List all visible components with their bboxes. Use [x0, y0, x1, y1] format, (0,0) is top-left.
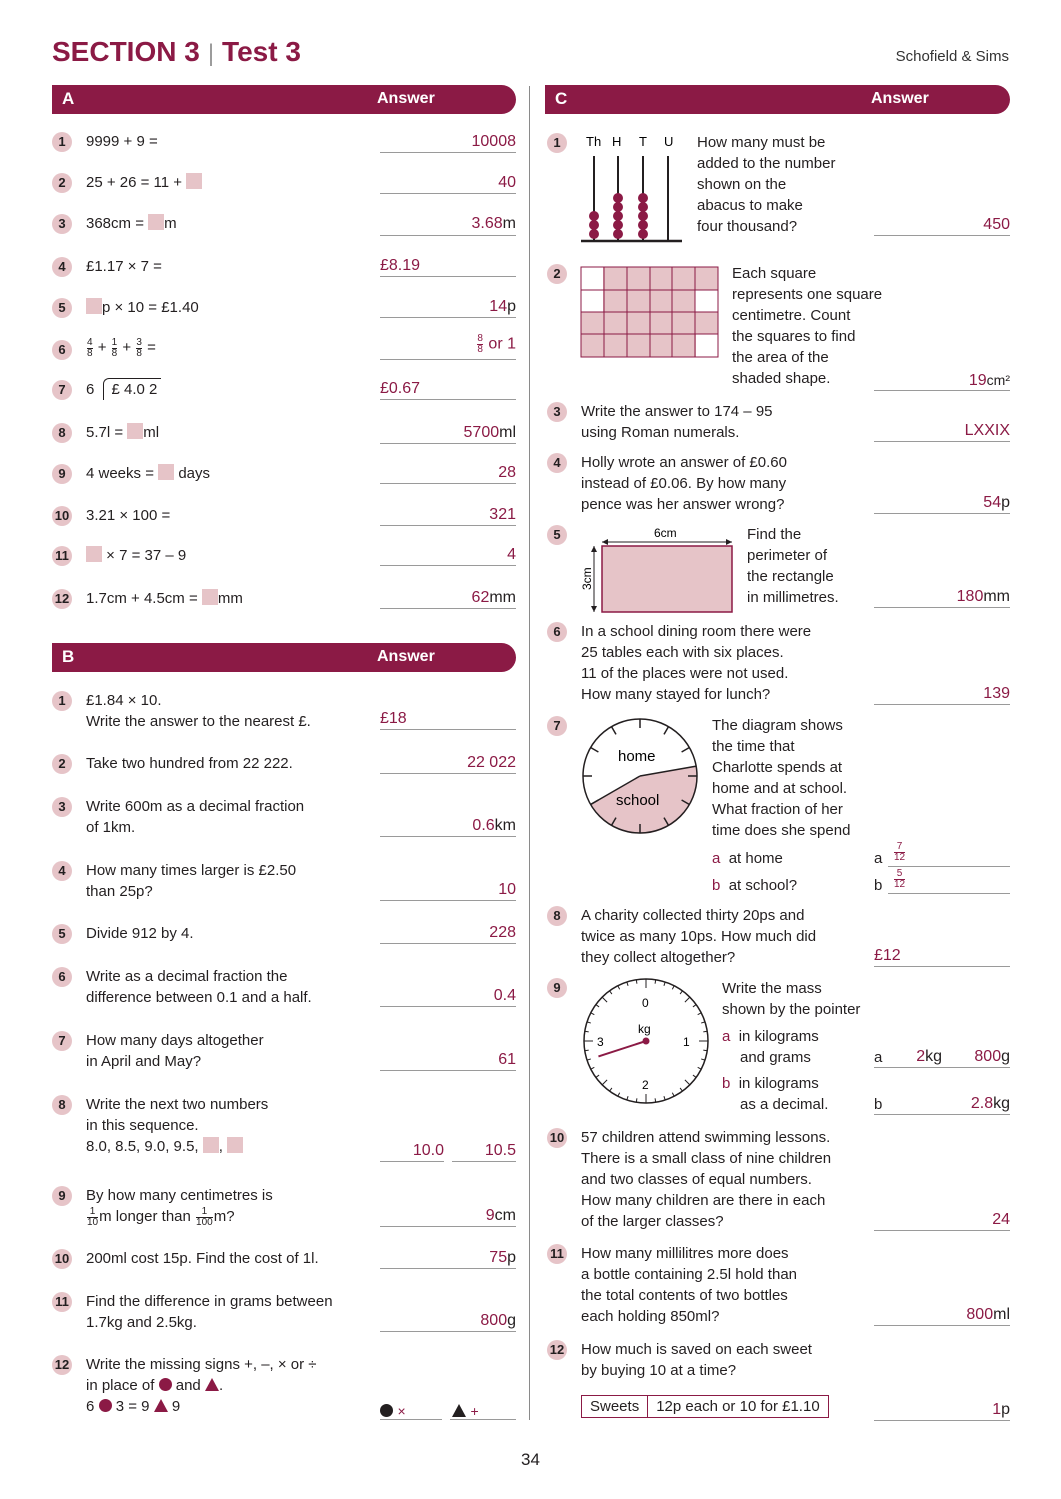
answer-line[interactable] — [380, 193, 516, 194]
question-number: 10 — [52, 1249, 72, 1269]
a9-answer: 28 — [498, 464, 516, 481]
b8-answer-2: 10.5 — [484, 1142, 516, 1159]
question-number: 9 — [52, 1186, 72, 1206]
section-a-letter: A — [62, 89, 75, 108]
b8-answer-1: 10.0 — [412, 1142, 444, 1159]
a3-answer: 3.68m — [471, 215, 516, 232]
question-number: 12 — [52, 1355, 72, 1375]
circle-symbol-icon — [159, 1378, 172, 1391]
a2-answer: 40 — [498, 174, 516, 191]
answer-line[interactable] — [874, 513, 1010, 514]
a11-answer: 4 — [507, 546, 516, 563]
c7-answer-a: $\frac{7}{12}$ — [894, 841, 906, 863]
answer-line[interactable] — [452, 1161, 516, 1162]
question-number: 11 — [52, 1292, 72, 1312]
b2-question: Take two hundred from 22 222. — [86, 755, 293, 772]
b3-answer: 0.6km — [472, 817, 516, 834]
question-number: 1 — [52, 132, 72, 152]
abacus-label-t: T — [639, 134, 647, 149]
question-number: 8 — [52, 423, 72, 443]
answer-line[interactable] — [380, 608, 516, 609]
dial-tick — [703, 1050, 707, 1051]
answer-line[interactable] — [380, 399, 516, 400]
c6-answer: 139 — [983, 685, 1010, 702]
question-number: 5 — [547, 525, 567, 545]
dial-label-2: 2 — [642, 1078, 649, 1092]
answer-line[interactable] — [380, 443, 516, 444]
question-number: 7 — [52, 380, 72, 400]
blank-box — [86, 546, 102, 562]
question-number: 4 — [52, 257, 72, 277]
answer-line[interactable] — [380, 1070, 516, 1071]
answer-line[interactable] — [380, 1268, 516, 1269]
section-a-header — [52, 85, 516, 114]
section-c-header — [545, 85, 1010, 114]
rectangle-width-label: 6cm — [654, 526, 677, 540]
c10-answer: 24 — [992, 1211, 1010, 1228]
b9-answer: 9cm — [485, 1207, 516, 1224]
question-number: 9 — [547, 978, 567, 998]
c9-answer-a-g: 800g — [974, 1048, 1010, 1065]
c7-label-b: b — [874, 877, 883, 894]
b12-question: Write the missing signs +, –, × or ÷ in place of and . 6 3 = 9 9 — [86, 1356, 317, 1415]
a5-answer: 14p — [489, 298, 516, 315]
b10-question: 200ml cost 15p. Find the cost of 1l. — [86, 1250, 319, 1267]
page-title — [52, 36, 301, 68]
question-number: 5 — [52, 298, 72, 318]
question-number: 2 — [547, 264, 567, 284]
abacus-diagram — [578, 130, 688, 246]
blank-box — [158, 464, 174, 480]
answer-line[interactable] — [380, 235, 516, 236]
a6-answer: $\frac{8}{8}$ or 1 — [477, 333, 516, 355]
b5-answer: 228 — [489, 924, 516, 941]
section-label: SECTION 3 — [52, 36, 200, 67]
b11-question: Find the difference in grams between 1.7kg and 2.5kg. — [86, 1293, 333, 1331]
answer-line[interactable] — [874, 1325, 1010, 1326]
question-number: 11 — [547, 1244, 567, 1264]
c5-answer: 180mm — [956, 588, 1010, 605]
answer-line[interactable] — [380, 900, 516, 901]
sweets-price: 12p each or 10 for £1.10 — [656, 1398, 820, 1415]
blank-box — [227, 1137, 243, 1153]
c4-question: Holly wrote an answer of £0.60 instead of £0.06. By how many pence was her answer wrong? — [581, 454, 787, 513]
question-number: 3 — [52, 214, 72, 234]
c11-question: How many millilitres more does a bottle containing 2.5l hold than the total contents of two bottles each holding 850ml? — [581, 1245, 797, 1325]
a10-question: 3.21 × 100 = — [86, 507, 171, 524]
b9-question: By how many centimetres is $\frac{1}{10}$ m longer than $\frac{1}{100}$ m? — [86, 1187, 273, 1228]
circle-symbol-icon — [99, 1399, 112, 1412]
question-number: 4 — [547, 453, 567, 473]
a9-question: 4 weeks = days — [86, 465, 210, 482]
dial-tick — [655, 1098, 656, 1102]
c9-question: Write the mass shown by the pointer — [722, 980, 861, 1018]
dial-unit-label: kg — [638, 1022, 651, 1036]
answer-line[interactable] — [874, 1067, 1010, 1068]
b7-question: How many days altogether in April and May? — [86, 1032, 264, 1070]
b3-question: Write 600m as a decimal fraction of 1km. — [86, 798, 305, 836]
dial-label-0: 0 — [642, 996, 649, 1010]
answer-line[interactable] — [380, 276, 516, 277]
rectangle-height-label: 3cm — [580, 567, 594, 590]
a2-question: 25 + 26 = 11 + — [86, 172, 202, 193]
answer-line[interactable] — [380, 773, 516, 774]
answer-line[interactable] — [380, 729, 516, 730]
question-number: 3 — [547, 402, 567, 422]
question-number: 8 — [547, 906, 567, 926]
section-b-answer-label: Answer — [377, 648, 435, 665]
title-separator: | — [207, 40, 215, 67]
blank-box — [148, 214, 164, 230]
c4-answer: 54p — [983, 494, 1010, 511]
b6-question: Write as a decimal fraction the difference between 0.1 and a half. — [86, 968, 312, 1006]
c9-part-b: b in kilograms as a decimal. — [722, 1075, 829, 1113]
triangle-symbol-icon — [205, 1378, 219, 1391]
c11-answer: 800ml — [966, 1306, 1010, 1323]
question-number: 6 — [52, 967, 72, 987]
b11-answer: 800g — [480, 1312, 516, 1329]
b6-answer: 0.4 — [493, 987, 516, 1004]
answer-line[interactable] — [380, 1331, 516, 1332]
answer-line[interactable] — [380, 1226, 516, 1227]
question-number: 3 — [52, 797, 72, 817]
b2-answer: 22 022 — [467, 754, 516, 771]
a8-answer: 5700ml — [463, 424, 516, 441]
blank-box — [86, 298, 102, 314]
answer-line[interactable] — [380, 483, 516, 484]
sweets-label: Sweets — [582, 1396, 648, 1417]
answer-line[interactable] — [874, 1420, 1010, 1421]
b1-answer: £18 — [380, 710, 407, 727]
answer-line[interactable] — [874, 966, 1010, 967]
sweets-price-table — [581, 1395, 829, 1418]
c8-question: A charity collected thirty 20ps and twice as many 10ps. How much did they collect altogether? — [581, 907, 817, 966]
a8-question: 5.7l = ml — [86, 424, 160, 441]
c3-answer: LXXIX — [964, 422, 1010, 439]
answer-line[interactable] — [380, 359, 516, 360]
answer-line[interactable] — [380, 317, 516, 318]
answer-line[interactable] — [380, 943, 516, 944]
c7-part-b: b at school? — [712, 877, 798, 894]
b10-answer: 75p — [489, 1249, 516, 1266]
a5-question: p × 10 = £1.40 — [86, 297, 199, 318]
question-number: 2 — [52, 173, 72, 193]
answer-line[interactable] — [380, 1006, 516, 1007]
a7-question: 6 £ 4.0 2 — [86, 378, 161, 400]
question-number: 2 — [52, 754, 72, 774]
dial-tick — [585, 1050, 589, 1051]
c1-answer: 450 — [983, 216, 1010, 233]
abacus-label-u: U — [664, 134, 674, 149]
triangle-symbol-icon — [154, 1399, 168, 1412]
test-label: Test 3 — [222, 36, 301, 67]
a7-answer: £0.67 — [380, 380, 421, 397]
question-number: 1 — [52, 691, 72, 711]
a4-question: £1.17 × 7 = — [86, 258, 162, 275]
section-c-letter: C — [555, 89, 568, 108]
a4-answer: £8.19 — [380, 257, 421, 274]
abacus-label-th: Th — [586, 134, 602, 149]
b8-question: Write the next two numbers in this sequence. 8.0, 8.5, 9.0, 9.5, , — [86, 1096, 269, 1155]
b12-answer-circle: × — [380, 1402, 406, 1421]
section-b-letter: B — [62, 647, 75, 666]
c1-question: How many must be added to the number shown on the abacus to make four thousand? — [697, 134, 836, 235]
a1-answer: 10008 — [471, 133, 516, 150]
dial-tick — [636, 980, 637, 984]
question-number: 4 — [52, 861, 72, 881]
answer-line[interactable] — [874, 235, 1010, 236]
question-number: 8 — [52, 1095, 72, 1115]
question-number: 10 — [547, 1128, 567, 1148]
answer-line[interactable] — [874, 441, 1010, 442]
c7-part-a: a at home — [712, 850, 783, 867]
c9-part-a: a in kilograms and grams — [722, 1028, 819, 1066]
c9-label-b: b — [874, 1096, 883, 1113]
a3-question: 368cm = m — [86, 215, 177, 232]
section-c-answer-label: Answer — [871, 90, 929, 107]
c5-question: Find the perimeter of the rectangle in millimetres. — [747, 526, 839, 606]
c9-answer-a-kg: 2kg — [916, 1048, 942, 1065]
abacus-label-h: H — [612, 134, 622, 149]
section-a-answer-label: Answer — [377, 90, 435, 107]
page-number: 34 — [521, 1450, 540, 1469]
answer-line[interactable] — [888, 893, 1010, 894]
c12-question: How much is saved on each sweet by buying 10 at a time? — [581, 1341, 812, 1379]
answer-line[interactable] — [380, 836, 516, 837]
blank-box — [203, 1137, 219, 1153]
question-number: 6 — [52, 340, 72, 360]
a10-answer: 321 — [489, 506, 516, 523]
answer-line[interactable] — [874, 1230, 1010, 1231]
a12-question: 1.7cm + 4.5cm = mm — [86, 590, 243, 607]
c6-question: In a school dining room there were 25 tables each with six places. 11 of the places were not used. How many stayed for lunch? — [581, 623, 812, 703]
b4-answer: 10 — [498, 881, 516, 898]
dial-tick — [655, 980, 656, 984]
b12-answer-triangle: + — [452, 1402, 479, 1421]
blank-box — [202, 589, 218, 605]
question-number: 1 — [547, 133, 567, 153]
circle-symbol-icon — [380, 1404, 393, 1417]
dial-tick — [585, 1031, 589, 1032]
column-divider — [529, 86, 530, 1420]
c12-answer: 1p — [992, 1401, 1010, 1418]
answer-line[interactable] — [380, 525, 516, 526]
blank-box — [127, 423, 143, 439]
a6-question: $\frac{4}{8}$ + $\frac{1}{8}$ + $\frac{3}{8}$ = — [87, 336, 156, 359]
section-b-header — [52, 643, 516, 672]
triangle-symbol-icon — [452, 1404, 466, 1417]
answer-line[interactable] — [874, 607, 1010, 608]
question-number: 10 — [52, 506, 72, 526]
answer-line[interactable] — [874, 1114, 1010, 1115]
c7-label-a: a — [874, 850, 883, 867]
clock-school-label: school — [616, 792, 660, 809]
c9-label-a: a — [874, 1049, 883, 1066]
question-number: 12 — [52, 589, 72, 609]
question-number: 7 — [547, 716, 567, 736]
question-number: 6 — [547, 622, 567, 642]
a1-question: 9999 + 9 = — [86, 133, 158, 150]
c10-question: 57 children attend swimming lessons. There is a small class of nine children and two classes of equal numbers. How many children are there in each of the larger classes? — [581, 1129, 832, 1230]
clock-diagram — [578, 714, 702, 838]
question-number: 9 — [52, 464, 72, 484]
c2-answer: 19cm² — [968, 372, 1010, 389]
answer-line[interactable] — [874, 704, 1010, 705]
question-number: 12 — [547, 1340, 567, 1360]
rectangle-diagram — [580, 524, 740, 616]
c3-question: Write the answer to 174 – 95 using Roman numerals. — [581, 403, 773, 441]
answer-line[interactable] — [380, 565, 516, 566]
dial-label-1: 1 — [683, 1035, 690, 1049]
answer-line[interactable] — [888, 866, 1010, 867]
publisher: Schofield & Sims — [895, 48, 1009, 65]
c2-question: Each square represents one square centimetre. Count the squares to find the area of the shaded shape. — [732, 265, 883, 387]
dial-label-3: 3 — [597, 1035, 604, 1049]
question-number: 5 — [52, 924, 72, 944]
area-grid-diagram — [580, 266, 720, 360]
blank-box — [186, 173, 202, 189]
c8-answer: £12 — [874, 947, 901, 964]
c9-answer-b: 2.8kg — [970, 1095, 1010, 1112]
scale-dial-diagram — [580, 975, 712, 1107]
answer-line[interactable] — [380, 1161, 444, 1162]
b7-answer: 61 — [498, 1051, 516, 1068]
a12-answer: 62mm — [471, 589, 516, 606]
a11-question: × 7 = 37 – 9 — [86, 545, 186, 566]
c7-answer-b: $\frac{5}{12}$ — [894, 868, 906, 890]
question-number: 7 — [52, 1031, 72, 1051]
b5-question: Divide 912 by 4. — [86, 925, 194, 942]
b1-question: £1.84 × 10. Write the answer to the nearest £. — [86, 692, 311, 730]
dial-tick — [703, 1031, 707, 1032]
dial-tick — [636, 1098, 637, 1102]
b4-question: How many times larger is £2.50 than 25p? — [86, 862, 297, 900]
answer-line[interactable] — [874, 390, 1010, 391]
answer-line[interactable] — [380, 152, 516, 153]
clock-home-label: home — [618, 748, 656, 765]
c7-question: The diagram shows the time that Charlotte spends at home and at school. What fraction of her time does she spend — [712, 717, 851, 839]
question-number: 11 — [52, 546, 72, 566]
